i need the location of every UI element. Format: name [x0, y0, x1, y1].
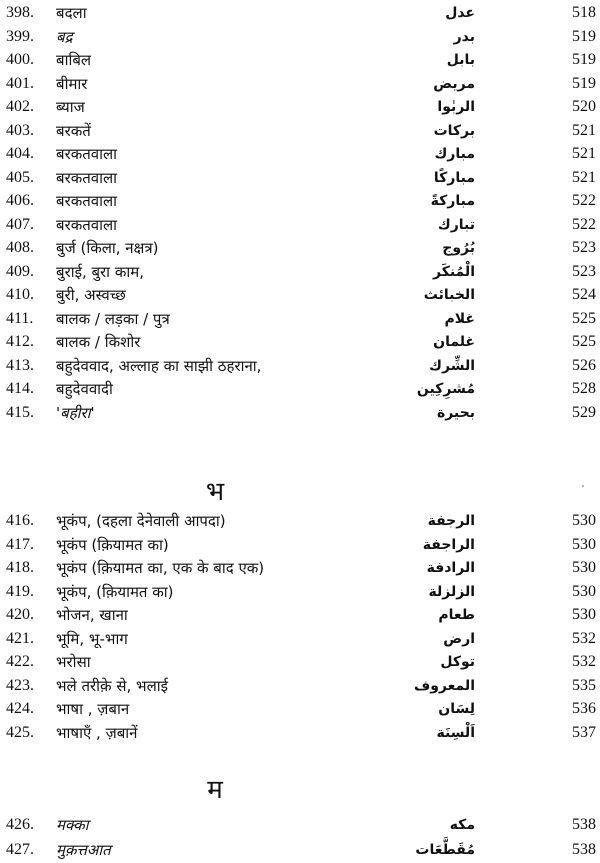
entry-page-number: 521	[572, 121, 596, 139]
entry-hindi-term: भूकंप, (क़ियामत का)	[56, 582, 174, 601]
entry-page-number: 525	[572, 309, 596, 327]
entry-number: 414.	[6, 380, 34, 397]
entry-number: 417.	[6, 535, 34, 553]
entry-number: 426.	[6, 816, 34, 833]
entry-arabic-term: الربٰوا	[437, 99, 475, 115]
entry-page-number: 530	[572, 582, 596, 600]
entry-arabic-term: طعام	[438, 607, 475, 623]
entry-page-number: 532	[572, 653, 596, 670]
entry-arabic-term: مبارك	[434, 146, 475, 162]
entry-arabic-term: مريض	[433, 75, 475, 92]
entry-hindi-term: भूकंप (क़ियामत का)	[56, 535, 169, 554]
entry-number: 405.	[6, 168, 34, 186]
section-heading-bha: भ	[205, 477, 225, 507]
entry-row	[0, 94, 600, 120]
entry-arabic-term: الخبائث	[423, 287, 475, 303]
entry-number: 412.	[6, 333, 34, 350]
entry-number: 400.	[6, 51, 34, 68]
entry-page-number: 529	[572, 403, 596, 421]
entry-row	[0, 329, 600, 355]
entry-arabic-term: لِسَان	[438, 701, 475, 717]
entry-page-number: 528	[572, 380, 596, 397]
entry-page-number: 525	[572, 333, 596, 350]
entry-arabic-term: بدر	[453, 28, 475, 45]
entry-arabic-term: الرجفة	[427, 513, 475, 529]
entry-arabic-term: مباركةً	[430, 193, 475, 209]
entry-row	[0, 720, 600, 746]
entry-row	[0, 235, 600, 261]
entry-hindi-term: बालक / लड़का / पुत्र	[56, 309, 170, 328]
entry-number: 411.	[6, 309, 34, 327]
entry-row	[0, 212, 600, 238]
entry-hindi-term: बीमार	[56, 74, 88, 93]
entry-row	[0, 673, 600, 699]
entry-number: 416.	[6, 512, 34, 529]
entry-page-number: 530	[572, 606, 596, 623]
entry-row	[0, 555, 600, 581]
entry-row	[0, 24, 600, 50]
entry-number: 401.	[6, 74, 34, 92]
entry-arabic-term: مكه	[449, 817, 475, 833]
entry-hindi-term: बरकतें	[56, 121, 91, 140]
entry-number: 423.	[6, 676, 34, 694]
entry-number: 427.	[6, 841, 34, 858]
entry-page-number: 530	[572, 512, 596, 529]
entry-row	[0, 353, 600, 379]
entry-row	[0, 259, 600, 285]
entry-page-number: 522	[572, 215, 596, 233]
entry-row	[0, 118, 600, 144]
entry-hindi-term: बदला	[56, 4, 87, 22]
entry-hindi-term: 'बहीरा'	[56, 403, 95, 422]
entry-hindi-term: भले तरीक़े से, भलाई	[56, 676, 168, 695]
entry-arabic-term: توكل	[440, 654, 475, 670]
entry-page-number: 532	[572, 629, 596, 647]
entry-number: 425.	[6, 723, 34, 741]
entry-row	[0, 141, 600, 167]
entry-arabic-term: بُرُوج	[442, 240, 475, 256]
entry-arabic-term: مباركًا	[433, 169, 475, 186]
entry-page-number: 536	[572, 700, 596, 717]
entry-page-number: 537	[572, 723, 596, 741]
entry-number: 415.	[6, 403, 34, 421]
entry-arabic-term: الرادفة	[426, 560, 475, 576]
entry-arabic-term: بحيرة	[436, 404, 475, 421]
entry-page-number: 523	[572, 262, 596, 280]
entry-hindi-term: भरोसा	[56, 653, 91, 671]
entry-hindi-term: भोजन, खाना	[56, 606, 128, 624]
entry-row	[0, 400, 600, 426]
entry-hindi-term: बाबिल	[56, 51, 92, 69]
entry-number: 420.	[6, 606, 34, 623]
entry-arabic-term: بابل	[446, 52, 475, 68]
entry-number: 413.	[6, 356, 34, 374]
entry-row	[0, 579, 600, 605]
entry-number: 402.	[6, 98, 34, 115]
entry-hindi-term: भूमि, भू-भाग	[56, 629, 128, 648]
entry-arabic-term: مُشرِكِين	[416, 381, 475, 397]
entry-number: 410.	[6, 286, 34, 303]
entry-page-number: 521	[572, 145, 596, 162]
entry-row	[0, 282, 600, 308]
entry-number: 418.	[6, 559, 34, 576]
entry-row	[0, 165, 600, 191]
entry-page-number: 535	[572, 676, 596, 694]
stray-mark	[582, 485, 584, 487]
entry-page-number: 520	[572, 98, 596, 115]
entry-number: 422.	[6, 653, 34, 670]
entry-row	[0, 0, 600, 26]
entry-number: 408.	[6, 239, 34, 256]
entry-number: 421.	[6, 629, 34, 647]
entry-hindi-term: भूकंप, (दहला देनेवाली आपदा)	[56, 512, 226, 530]
entry-hindi-term: बालक / किशोर	[56, 333, 141, 351]
entry-row	[0, 812, 600, 838]
entry-arabic-term: المعروف	[413, 677, 475, 694]
entry-row	[0, 532, 600, 558]
entry-row	[0, 626, 600, 652]
entry-arabic-term: تبارك	[437, 216, 475, 233]
entry-number: 406.	[6, 192, 34, 209]
entry-hindi-term: बहुदेववाद, अल्लाह का साझी ठहराना,	[56, 356, 262, 375]
entry-page-number: 522	[572, 192, 596, 209]
entry-row	[0, 649, 600, 675]
entry-arabic-term: ارض	[443, 630, 475, 647]
entry-hindi-term: बरकतवाला	[56, 192, 118, 210]
entry-hindi-term: भाषा , ज़बान	[56, 700, 130, 718]
entry-row	[0, 47, 600, 73]
entry-number: 399.	[6, 27, 34, 45]
entry-number: 398.	[6, 4, 34, 21]
entry-row	[0, 696, 600, 722]
entry-page-number: 521	[572, 168, 596, 186]
entry-hindi-term: बरकतवाला	[56, 168, 118, 187]
entry-hindi-term: बहुदेववादी	[56, 380, 113, 398]
entry-number: 419.	[6, 582, 34, 600]
entry-number: 404.	[6, 145, 34, 162]
entry-row	[0, 602, 600, 628]
entry-row	[0, 188, 600, 214]
entry-arabic-term: الراجفة	[422, 536, 475, 553]
entry-page-number: 518	[572, 4, 596, 21]
entry-number: 409.	[6, 262, 34, 280]
entry-hindi-term: बुराई, बुरा काम,	[56, 262, 144, 281]
entry-arabic-term: مُقَطَّعَات	[415, 842, 475, 858]
entry-arabic-term: اَلْسِنَة	[436, 724, 475, 741]
entry-hindi-term: भूकंप (क़ियामत का, एक के बाद एक)	[56, 559, 265, 577]
entry-row	[0, 508, 600, 534]
entry-page-number: 530	[572, 535, 596, 553]
entry-arabic-term: غلام	[444, 310, 475, 327]
entry-page-number: 538	[572, 816, 596, 833]
entry-row	[0, 376, 600, 402]
entry-hindi-term: ब्याज	[56, 98, 85, 116]
entry-page-number: 526	[572, 356, 596, 374]
entry-arabic-term: الشِّرك	[429, 357, 475, 374]
entry-hindi-term: बरकतवाला	[56, 215, 118, 234]
entry-row	[0, 71, 600, 97]
entry-page-number: 524	[572, 286, 596, 303]
entry-page-number: 519	[572, 51, 596, 68]
entry-hindi-term: बद्र	[56, 27, 73, 46]
entry-page-number: 530	[572, 559, 596, 576]
entry-hindi-term: मुक़त्तआत	[56, 841, 111, 859]
entry-number: 407.	[6, 215, 34, 233]
entry-arabic-term: الْمُنكَر	[432, 263, 475, 280]
entry-page-number: 519	[572, 74, 596, 92]
entry-hindi-term: भाषाएँ , ज़बानें	[56, 723, 138, 742]
entry-number: 424.	[6, 700, 34, 717]
entry-row	[0, 306, 600, 332]
entry-hindi-term: बुर्ज (किला, नक्षत्र)	[56, 239, 159, 257]
entry-hindi-term: मक्का	[56, 816, 89, 834]
entry-page-number: 538	[572, 841, 596, 858]
entry-page-number: 519	[572, 27, 596, 45]
entry-number: 403.	[6, 121, 34, 139]
section-heading-ma: म	[207, 775, 223, 805]
entry-arabic-term: غلمان	[433, 334, 475, 350]
entry-row	[0, 837, 600, 863]
entry-hindi-term: बुरी, अस्वच्छ	[56, 286, 126, 304]
entry-arabic-term: بركات	[433, 122, 475, 139]
entry-arabic-term: عدل	[445, 5, 475, 21]
entry-hindi-term: बरकतवाला	[56, 145, 118, 163]
entry-arabic-term: الزلزلة	[428, 583, 475, 600]
entry-page-number: 523	[572, 239, 596, 256]
